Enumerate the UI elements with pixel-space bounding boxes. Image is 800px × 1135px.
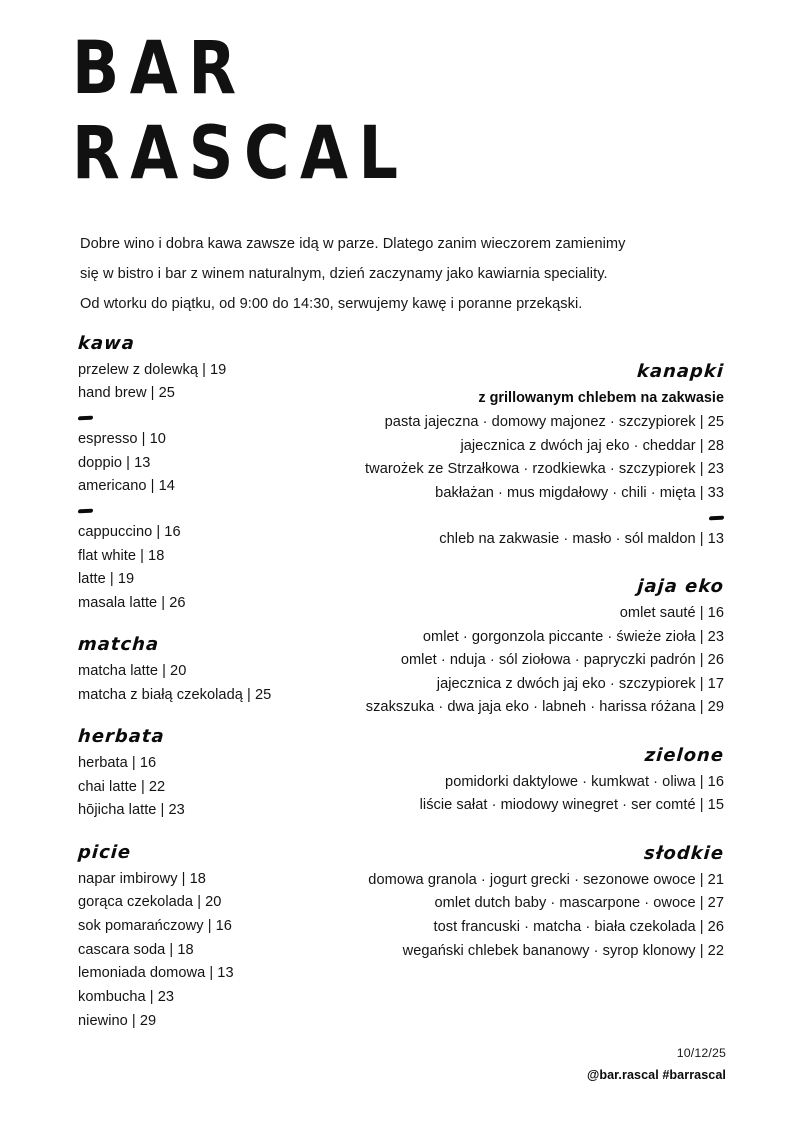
menu-item: jajecznica z dwóch jaj eko · cheddar | 28	[460, 437, 724, 454]
footer-date: 10/12/25	[676, 1046, 726, 1060]
menu-item: cascara soda | 18	[78, 941, 194, 958]
menu-item: pasta jajeczna · domowy majonez · szczypiorek | 25	[384, 414, 724, 431]
menu-item: twarożek ze Strzałkowa · rzodkiewka · szczypiorek | 23	[365, 461, 724, 478]
menu-item: jajecznica z dwóch jaj eko · szczypiorek | 17	[436, 675, 724, 692]
intro-line-3: Od wtorku do piątku, od 9:00 do 14:30, serwujemy kawę i poranne przekąski.	[80, 295, 583, 312]
menu-item: americano | 14	[78, 478, 175, 495]
menu-item: flat white | 18	[78, 547, 165, 564]
menu-item: lemoniada domowa | 13	[78, 965, 234, 982]
section-heading-slodkie: słodkie	[643, 843, 725, 865]
section-jaja-eko	[300, 577, 724, 720]
page-footer	[587, 1044, 726, 1085]
intro-line-1: Dobre wino i dobra kawa zawsze idą w parze. Dlatego zanim wieczorem zamienimy	[80, 236, 626, 252]
section-heading-kanapki: kanapki	[636, 361, 725, 382]
menu-item: hand brew | 25	[78, 385, 175, 402]
menu-item: hōjicha latte | 23	[78, 802, 185, 819]
spacer	[300, 720, 724, 746]
section-divider-dash	[78, 416, 94, 421]
menu-item: kombucha | 23	[78, 988, 175, 1005]
logo-line-rascal: RASCAL	[72, 109, 409, 196]
menu-item: napar imbirowy | 18	[78, 870, 206, 887]
section-heading-herbata: herbata	[77, 726, 166, 748]
section-heading-zielone: zielone	[643, 745, 725, 767]
section-divider-dash	[78, 508, 94, 513]
menu-item: pomidorki daktylowe · kumkwat · oliwa | 16	[445, 773, 724, 790]
menu-item: tost francuski · matcha · biała czekolada | 26	[433, 919, 724, 936]
section-heading-matcha: matcha	[77, 634, 160, 656]
menu-item: omlet sauté | 16	[619, 604, 724, 621]
spacer	[300, 818, 724, 844]
menu-item: masala latte | 26	[78, 594, 186, 611]
section-divider-dash	[709, 515, 725, 520]
menu-item: doppio | 13	[78, 454, 151, 471]
intro-paragraph	[80, 230, 726, 320]
menu-item: liście sałat · miodowy winegret · ser comté | 15	[419, 797, 724, 814]
menu-column-right	[300, 362, 724, 963]
menu-item: chleb na zakwasie · masło · sól maldon | 13	[439, 530, 724, 547]
section-subheading-kanapki: z grillowanym chlebem na zakwasie	[478, 389, 724, 406]
menu-item: bakłażan · mus migdałowy · chili · mięta | 33	[435, 484, 724, 501]
menu-item: chai latte | 22	[78, 778, 166, 795]
menu-item: gorąca czekolada | 20	[78, 894, 222, 911]
section-kanapki	[300, 362, 724, 551]
logo-line-bar: BAR	[72, 24, 247, 111]
footer-social-handles: @bar.rascal #barrascal	[586, 1067, 726, 1082]
menu-item: przelew z dolewką | 19	[78, 361, 227, 378]
menu-item: omlet · nduja · sól ziołowa · papryczki padrón | 26	[400, 652, 724, 669]
menu-item: sok pomarańczowy | 16	[78, 918, 232, 934]
menu-item: szakszuka · dwa jaja eko · labneh · harissa różana | 29	[365, 699, 724, 716]
section-heading-kawa: kawa	[77, 333, 136, 354]
menu-item: cappuccino | 16	[78, 523, 181, 540]
section-heading-jaja-eko: jaja eko	[636, 576, 725, 598]
menu-item: omlet dutch baby · mascarpone · owoce | 27	[434, 895, 724, 912]
menu-item: latte | 19	[78, 571, 135, 588]
section-zielone	[300, 746, 724, 818]
brand-logo	[72, 24, 712, 196]
menu-item: matcha latte | 20	[78, 663, 187, 680]
section-heading-picie: picie	[77, 842, 132, 864]
spacer	[300, 551, 724, 577]
menu-item: niewino | 29	[78, 1012, 157, 1029]
menu-item: wegański chlebek bananowy · syrop klonowy | 22	[402, 942, 724, 959]
menu-item: matcha z białą czekoladą | 25	[78, 686, 272, 703]
menu-item: domowa granola · jogurt grecki · sezonowe owoce | 21	[368, 871, 724, 888]
intro-line-2: się w bistro i bar z winem naturalnym, dzień zaczynamy jako kawiarnia speciality.	[80, 265, 608, 282]
menu-item: espresso | 10	[78, 430, 166, 447]
section-slodkie	[300, 844, 724, 963]
menu-item: omlet · gorgonzola piccante · świeże zioła | 23	[422, 628, 724, 645]
menu-item: herbata | 16	[78, 755, 157, 772]
